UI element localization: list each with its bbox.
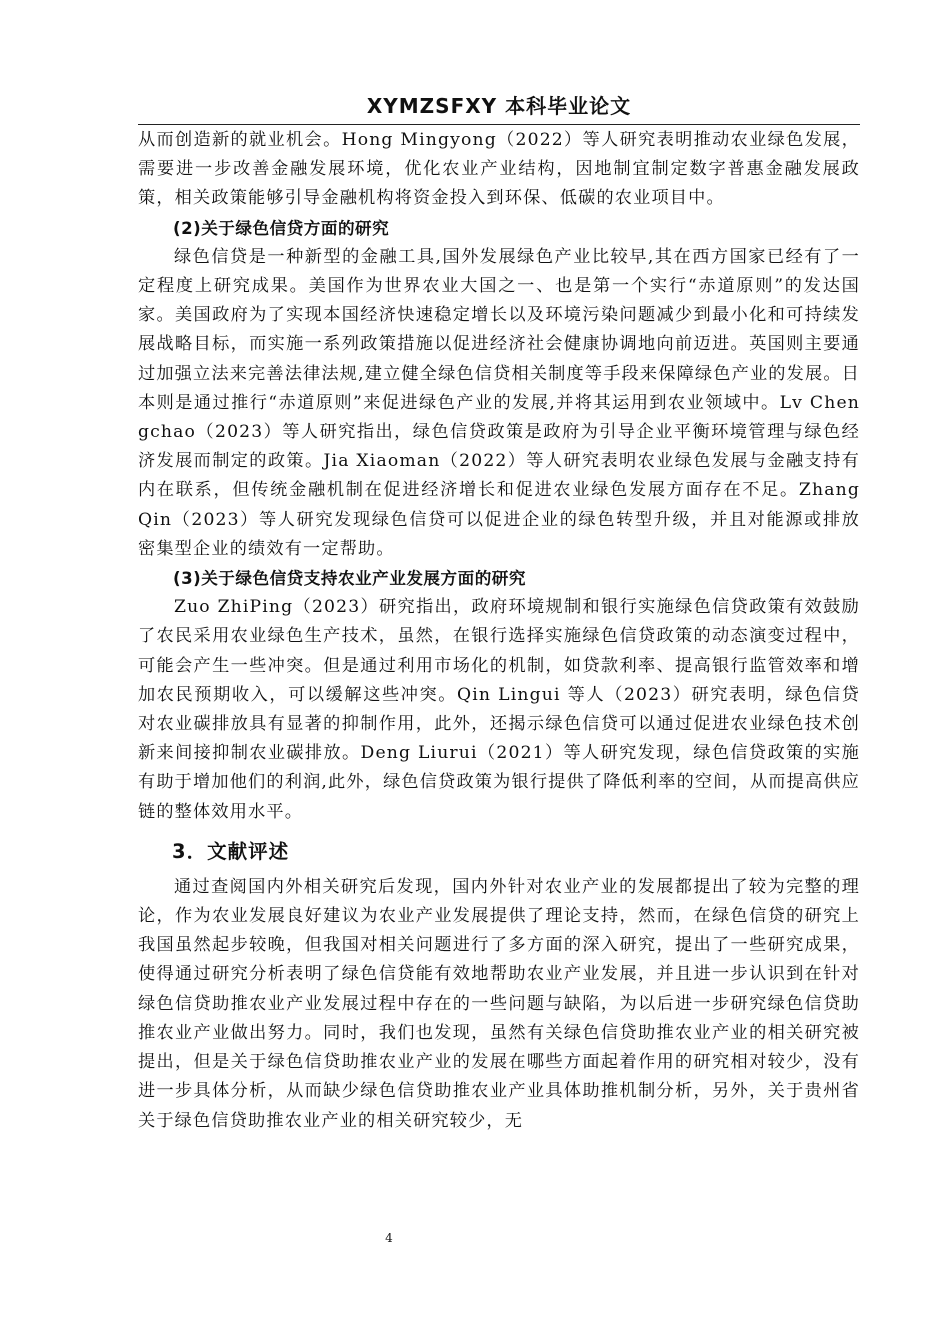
page-body [138,126,860,1136]
green-credit-paragraph: 绿色信贷是一种新型的金融工具,国外发展绿色产业比较早,其在西方国家已经有了一定程度上研究成果。美国作为世界农业大国之一、也是第一个实行“赤道原则”的发达国家。美国政府为了实现本国经济快速稳定增长以及环境污染问题减少到最小化和可持续发展战略目标，而实施一系列政策措施以促进经济社会健康协调地向前迈进。英国则主要通过加强立法来完善法律法规,建立健全绿色信贷相关制度等手段来保障绿色产业的发展。日本则是通过推行“赤道原则”来促进绿色产业的发展,并将其运用到农业领域中。Lv Chengchao（2023）等人研究指出，绿色信贷政策是政府为引导企业平衡环境管理与绿色经济发展而制定的政策。Jia Xiaoman（2022）等人研究表明农业绿色发展与金融支持有内在联系，但传统金融机制在促进经济增长和促进农业绿色发展方面存在不足。Zhang Qin（2023）等人研究发现绿色信贷可以促进企业的绿色转型升级，并且对能源或排放密集型企业的绩效有一定帮助。 [138,246,860,559]
page-header-title: XYMZSFXY 本科毕业论文 [366,94,632,118]
subsection-heading-green-credit-agriculture: (3)关于绿色信贷支持农业产业发展方面的研究 [173,569,526,589]
green-credit-agriculture-paragraph: Zuo ZhiPing（2023）研究指出，政府环境规制和银行实施绿色信贷政策有效鼓励了农民采用农业绿色生产技术，虽然，在银行选择实施绿色信贷政策的动态演变过程中，可能会产生一些冲突。但是通过利用市场化的机制，如贷款利率、提高银行监管效率和增加农民预期收入，可以缓解这些冲突。Qin Lingui 等人（2023）研究表明，绿色信贷对农业碳排放具有显著的抑制作用，此外，还揭示绿色信贷可以通过促进农业绿色技术创新来间接抑制农业碳排放。Deng Liurui（2021）等人研究发现，绿色信贷政策的实施有助于增加他们的利润,此外，绿色信贷政策为银行提供了降低利率的空间，从而提高供应链的整体效用水平。 [138,597,860,822]
header-rule [138,124,860,125]
subsection-heading-green-credit: (2)关于绿色信贷方面的研究 [173,218,390,238]
section-heading-literature-review: 3．文献评述 [172,839,290,863]
page-number: 4 [385,1231,393,1245]
continuation-paragraph: 从而创造新的就业机会。Hong Mingyong（2022）等人研究表明推动农业绿色发展，需要进一步改善金融发展环境，优化农业产业结构，因地制宜制定数字普惠金融发展政策，相关政策能够引导金融机构将资金投入到环保、低碳的农业项目中。 [138,130,860,209]
literature-review-paragraph: 通过查阅国内外相关研究后发现，国内外针对农业产业的发展都提出了较为完整的理论，作为农业发展良好建议为农业产业发展提供了理论支持，然而，在绿色信贷的研究上我国虽然起步较晚，但我国对相关问题进行了多方面的深入研究，提出了一些研究成果，使得通过研究分析表明了绿色信贷能有效地帮助农业产业发展，并且进一步认识到在针对绿色信贷助推农业产业发展过程中存在的一些问题与缺陷，为以后进一步研究绿色信贷助推农业产业做出努力。同时，我们也发现，虽然有关绿色信贷助推农业产业的相关研究被提出，但是关于绿色信贷助推农业产业的发展在哪些方面起着作用的研究相对较少，没有进一步具体分析，从而缺少绿色信贷助推农业产业具体助推机制分析，另外，关于贵州省关于绿色信贷助推农业产业的相关研究较少，无 [138,876,860,1131]
